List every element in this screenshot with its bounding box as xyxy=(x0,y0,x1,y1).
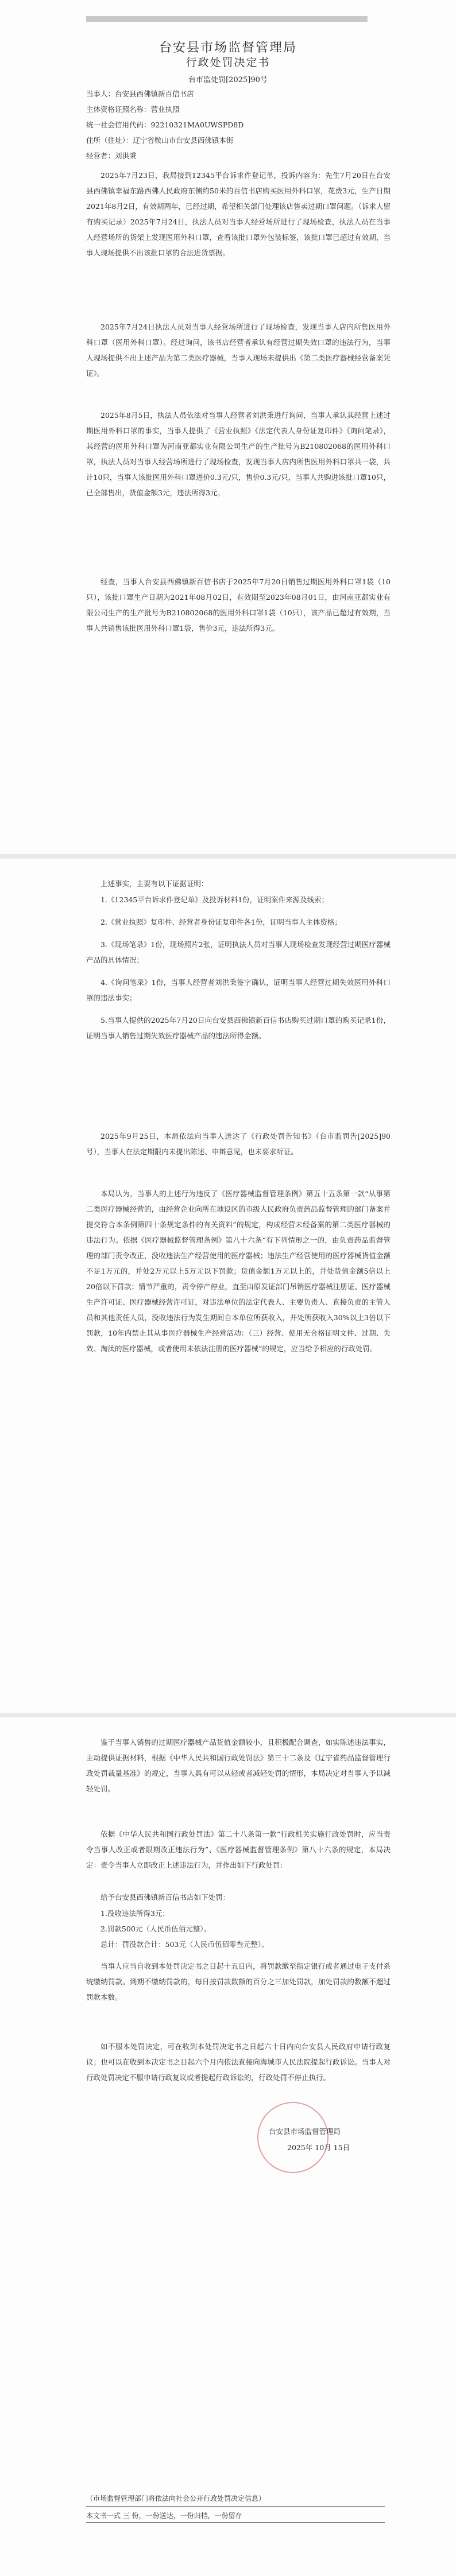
issue-date: 2025年 10月 15日 xyxy=(287,2143,350,2152)
operator: 经营者：刘洪秉 xyxy=(86,152,137,160)
analysis-paragraph-2: 鉴于当事人销售的过期医疗器械产品货值金额较小，且积极配合调查，如实陈述违法事实，主动提供证据材料，根据《中华人民共和国行政处罚法》第三十二条及《辽宁省药品监督管理行政处罚裁量基准》的规定，当事人具有可以从轻或者减轻处罚的情形，本局决定对当事人予以减轻处罚。 xyxy=(86,1738,391,1793)
disclosure-note: （市场监督管理部门将依法向社会公开行政处罚决定信息） xyxy=(86,2494,266,2503)
analysis-paragraph-3: 依据《中华人民共和国行政处罚法》第二十八条第一款“行政机关实施行政处罚时，应当责令当事人改正或者限期改正违法行为”、《医疗器械监督管理条例》第八十六条的规定，本局决定：责令当事人立即改正上述违法行为，并作出如下行政处罚： xyxy=(86,1830,391,1869)
evidence-list xyxy=(86,892,391,1043)
remedy-paragraph: 如不服本处罚决定，可在收到本处罚决定书之日起六十日内向台安县人民政府申请行政复议；也可以在收到本决定书之日起六个月内依法直接向海城市人民法院提起行政诉讼。当事人对行政处罚决定不服申请行政复议或者提起行政诉讼的，行政处罚不停止执行。 xyxy=(86,2042,391,2082)
evidence-item: 3.《现场笔录》1份，现场照片2张，证明执法人员对当事人现场检查发现经营过期医疗器械产品的具体情况； xyxy=(86,940,391,964)
penalty-item: 2.罚款500元（人民币伍佰元整）。 xyxy=(101,1925,211,1933)
party-name: 当事人：台安县西佛镇新百信书店 xyxy=(86,90,194,98)
facts-paragraph-1: 2025年7月23日，我局接到12345平台诉求件登记单，投诉内容为：先生7月20日在台安县西佛镇幸福东路西佛人民政府东侧约50米的百信书店购买医用外科口罩，花费3元，生产日期2021年8月2日，有效期两年，已经过期，希望相关部门处理该店售卖过期口罩问题。（诉求人留有购买记录）2025年7月24日，执法人员对当事人经营场所进行了现场检查，执法人员在当事人经营场所的货架上发现医用外科口罩，查看该批口罩外包装标签，该批口罩已超过有效期，当事人现场提供不出该批口罩的合法进货票据。 xyxy=(86,171,391,257)
page-1 xyxy=(0,0,456,854)
credit-code: 统一社会信用代码：92210321MA0UWSPD8D xyxy=(86,121,244,129)
document-number: 台市监处罚[2025]90号 xyxy=(188,76,268,84)
document-title-line1: 台安县市场监督管理局 xyxy=(159,41,297,55)
evidence-item: 1.《12345平台诉求件登记单》及投诉材料1份，证明案件来源及线索； xyxy=(101,895,329,904)
facts-paragraph-3: 2025年8月5日，执法人员依法对当事人经营者刘洪秉进行询问，当事人承认其经营上述过期医用外科口罩的事实，当事人提供了《营业执照》《法定代表人身份证复印件》《询问笔录》，其经营的医用外科口罩为河南亚都实业有限公司生产的生产批号为B210802068的医用外科口罩，执法人员对当事人经营场所进行了现场检查，发现当事人店内所售医用外科口罩共一袋，共计10只，当事人该批医用外科口罩进价0.3元/只，售价0.3元/只，当事人共购进该批口罩10只，已全部售出，货值金额3元，违法所得3元。 xyxy=(86,411,391,497)
copies-note: 本文书一式 三 份，一份送达，一份归档，一份留存 xyxy=(86,2512,242,2520)
analysis-paragraph-1: 本局认为，当事人的上述行为违反了《医疗器械监督管理条例》第五十五条第一款“从事第二类医疗器械经营的，由经营企业向所在地设区的市级人民政府负责药品监督管理的部门备案并提交符合本条例第四十条规定条件的有关资料”的规定，构成经营未经备案的第二类医疗器械的违法行为。依据《医疗器械监督管理条例》第八十六条“有下列情形之一的，由负责药品监督管理的部门责令改正，没收违法生产经营使用的医疗器械；违法生产经营使用的医疗器械货值金额不足1万元的，并处2万元以上5万元以下罚款；货值金额1万元以上的，并处货值金额5倍以上20倍以下罚款；情节严重的，责令停产停业，直至由原发证部门吊销医疗器械注册证、医疗器械生产许可证、医疗器械经营许可证，对违法单位的法定代表人、主要负责人、直接负责的主管人员和其他责任人员，没收违法行为发生期间自本单位所获收入，并处所获收入30%以上3倍以下罚款，10年内禁止其从事医疗器械生产经营活动：（三）经营、使用无合格证明文件、过期、失效、淘汰的医疗器械，或者使用未依法注册的医疗器械”的规定，应当给予相应的行政处罚。 xyxy=(86,1189,391,1353)
scan-top-shade xyxy=(86,16,368,22)
notice-paragraph: 2025年9月25日，本局依法向当事人送达了《行政处罚告知书》（台市监罚告[2025]90号），当事人在法定期限内未提出陈述、申辩意见，也未要求听证。 xyxy=(86,1132,391,1156)
evidence-item: 4.《询问笔录》1份，当事人经营者刘洪秉签字确认，证明当事人经营过期失效医用外科口罩的违法事实； xyxy=(86,978,391,1002)
page-3 xyxy=(0,1717,456,2576)
penalty-item: 总计：罚没款合计：503元（人民币伍佰零叁元整）。 xyxy=(101,1940,269,1949)
footer-rule-bottom xyxy=(86,2522,385,2523)
evidence-intro: 上述事实，主要有以下证据证明： xyxy=(101,879,208,888)
page-2 xyxy=(0,859,456,1713)
evidence-item: 2.《营业执照》复印件、经营者身份证复印件各1份，证明当事人主体资格； xyxy=(101,918,342,926)
evidence-item: 5.当事人提供的2025年7月20日向台安县西佛镇新百信书店购买过期口罩的购买记录1份，证明当事人销售过期失效医疗器械产品的违法所得金额。 xyxy=(86,1016,391,1040)
facts-paragraph-2: 2025年7月24日执法人员对当事人经营场所进行了现场检查，发现当事人店内所售医用外科口罩（医用外科口罩）。经过询问，该书店经营者承认有经营过期失效口罩的违法行为，当事人现场提供不出上述产品为第二类医疗器械，当事人现场未提供出《第二类医疗器械经营备案凭证》。 xyxy=(86,323,391,378)
footer-rule xyxy=(86,2506,385,2507)
license-type: 主体资格证照名称：营业执照 xyxy=(86,105,180,114)
penalty-item: 1.没收违法所得3元； xyxy=(101,1909,169,1918)
facts-paragraph-4: 经查，当事人台安县西佛镇新百信书店于2025年7月20日销售过期医用外科口罩1袋（10只），该批口罩生产日期为2021年08月02日，有效期至2023年08月01日，由河南亚都实业有限公司生产的生产批号为B210802068的医用外科口罩1袋（10只），该产品已超过有效期，当事人共销售该批医用外科口罩1袋，售价3元，违法所得3元。 xyxy=(86,577,391,633)
party-info xyxy=(86,86,391,164)
issuing-authority: 台安县市场监督管理局 xyxy=(269,2127,341,2136)
address: 住所（住址）：辽宁省鞍山市台安县西佛镇本街 xyxy=(86,136,234,145)
document-title-line2: 行政处罚决定书 xyxy=(186,56,270,69)
payment-paragraph: 当事人应当自收到本处罚决定书之日起十五日内，将罚款缴至指定银行或者通过电子支付系统缴纳罚款。到期不缴纳罚款的，每日按罚款数额的百分之三加处罚款，加处罚款的数额不超过罚款本数。 xyxy=(86,1962,391,2001)
penalties-intro: 给予台安县西佛镇新百信书店如下处罚： xyxy=(101,1893,230,1902)
penalty-list xyxy=(86,1906,391,1952)
official-seal xyxy=(257,2102,329,2173)
